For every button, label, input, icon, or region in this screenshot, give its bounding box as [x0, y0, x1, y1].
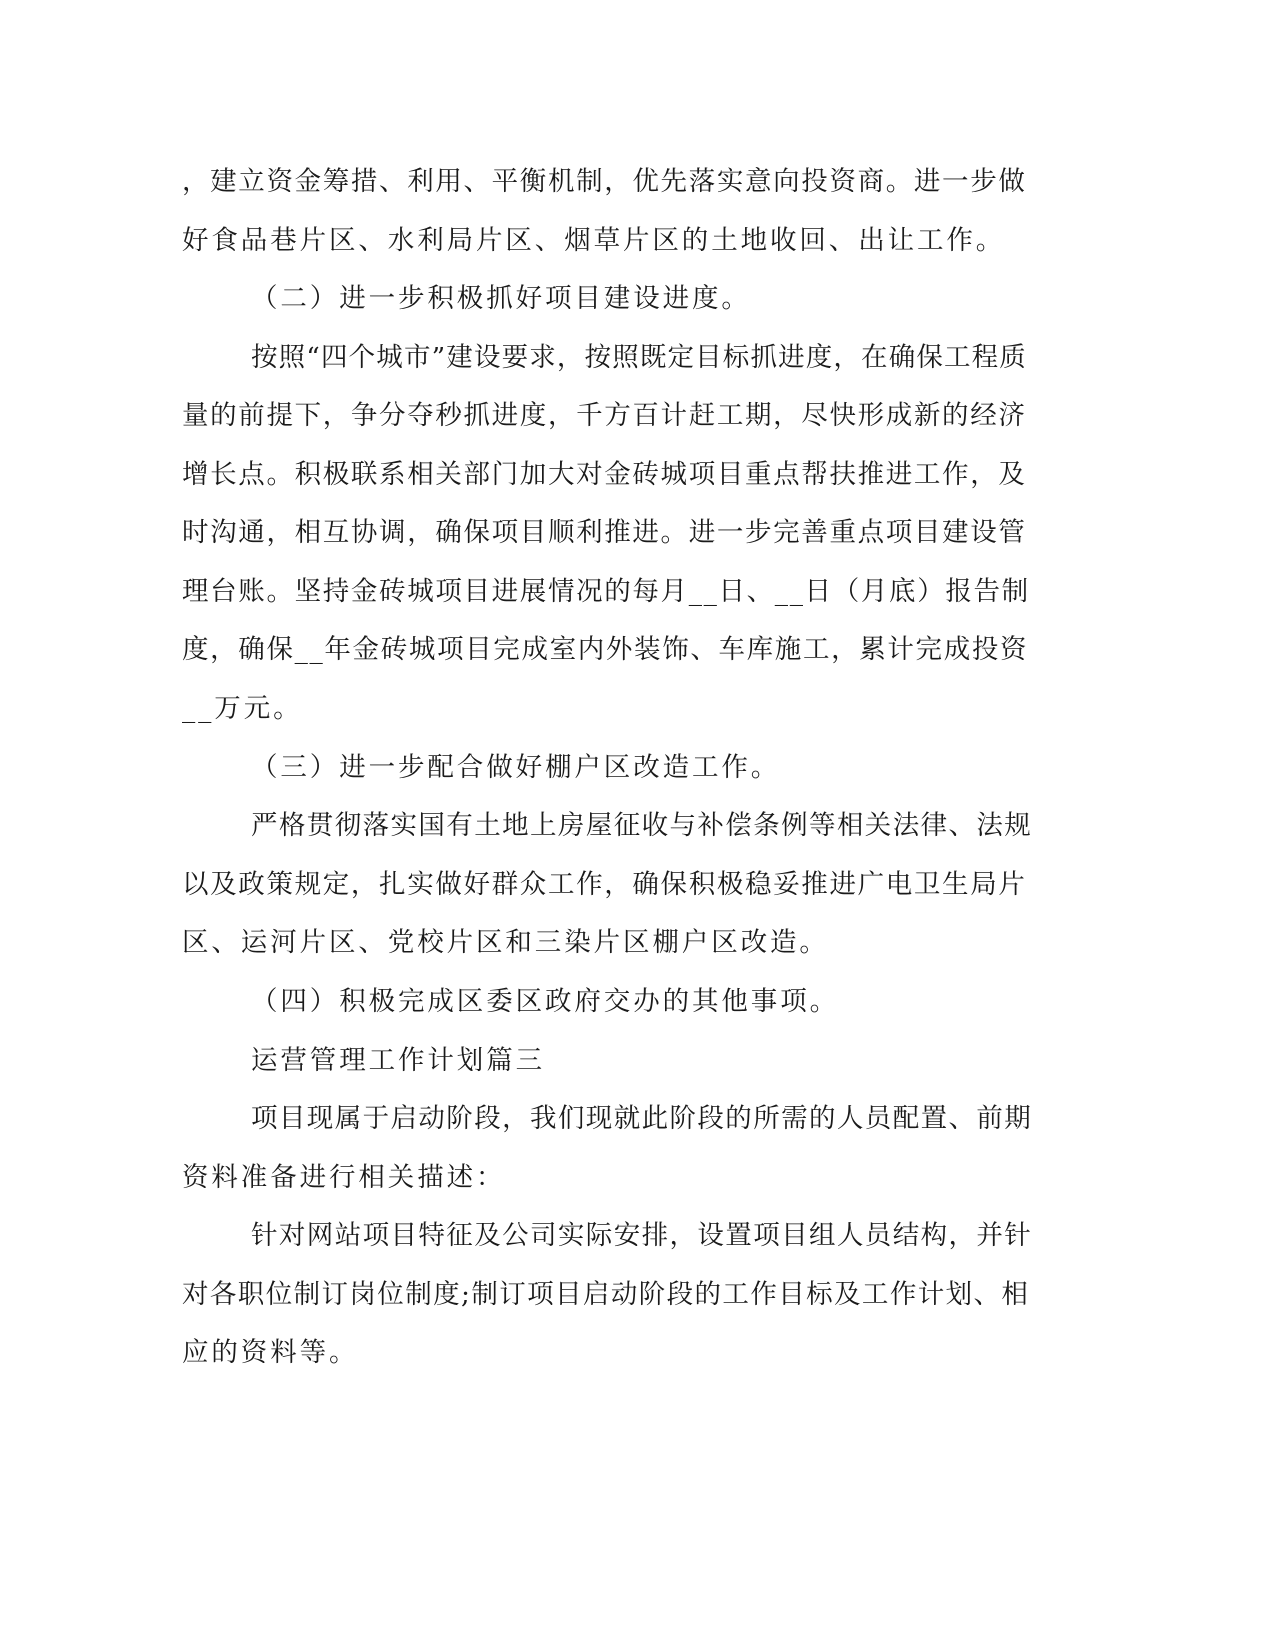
section-heading: （三）进一步配合做好棚户区改造工作。	[251, 752, 781, 783]
paragraph-line: 度，确保__年金砖城项目完成室内外装饰、车库施工，累计完成投资	[182, 634, 1029, 665]
paragraph-line: 应的资料等。	[182, 1337, 359, 1368]
paragraph-line: 项目现属于启动阶段，我们现就此阶段的所需的人员配置、前期	[251, 1103, 1033, 1134]
paragraph-line: 按照“四个城市”建设要求，按照既定目标抓进度，在确保工程质	[251, 342, 1027, 373]
paragraph-line: ，建立资金筹措、利用、平衡机制，优先落实意向投资商。进一步做	[182, 166, 1027, 197]
paragraph-line: 针对网站项目特征及公司实际安排，设置项目组人员结构，并针	[251, 1220, 1033, 1251]
paragraph-line: 对各职位制订岗位制度;制订项目启动阶段的工作目标及工作计划、相	[182, 1279, 1030, 1310]
paragraph-line: 量的前提下，争分夺秒抓进度，千方百计赶工期，尽快形成新的经济	[182, 400, 1027, 431]
paragraph-line: 好食品巷片区、水利局片区、烟草片区的土地收回、出让工作。	[182, 225, 1006, 256]
section-heading: （四）积极完成区委区政府交办的其他事项。	[251, 986, 839, 1017]
paragraph-line: 理台账。坚持金砖城项目进展情况的每月__日、__日（月底）报告制	[182, 576, 1030, 607]
section-heading: （二）进一步积极抓好项目建设进度。	[251, 283, 751, 314]
paragraph-line: 以及政策规定，扎实做好群众工作，确保积极稳妥推进广电卫生局片	[182, 869, 1027, 900]
paragraph-line: 区、运河片区、党校片区和三染片区棚户区改造。	[182, 927, 829, 958]
paragraph-line: 时沟通，相互协调，确保项目顺利推进。进一步完善重点项目建设管	[182, 517, 1027, 548]
paragraph-line: 资料准备进行相关描述：	[182, 1162, 506, 1193]
paragraph-line: 严格贯彻落实国有土地上房屋征收与补偿条例等相关法律、法规	[251, 810, 1033, 841]
paragraph-line: 增长点。积极联系相关部门加大对金砖城项目重点帮扶推进工作，及	[182, 459, 1027, 490]
paragraph-line: __万元。	[182, 693, 303, 724]
chapter-title: 运营管理工作计划篇三	[251, 1045, 545, 1076]
